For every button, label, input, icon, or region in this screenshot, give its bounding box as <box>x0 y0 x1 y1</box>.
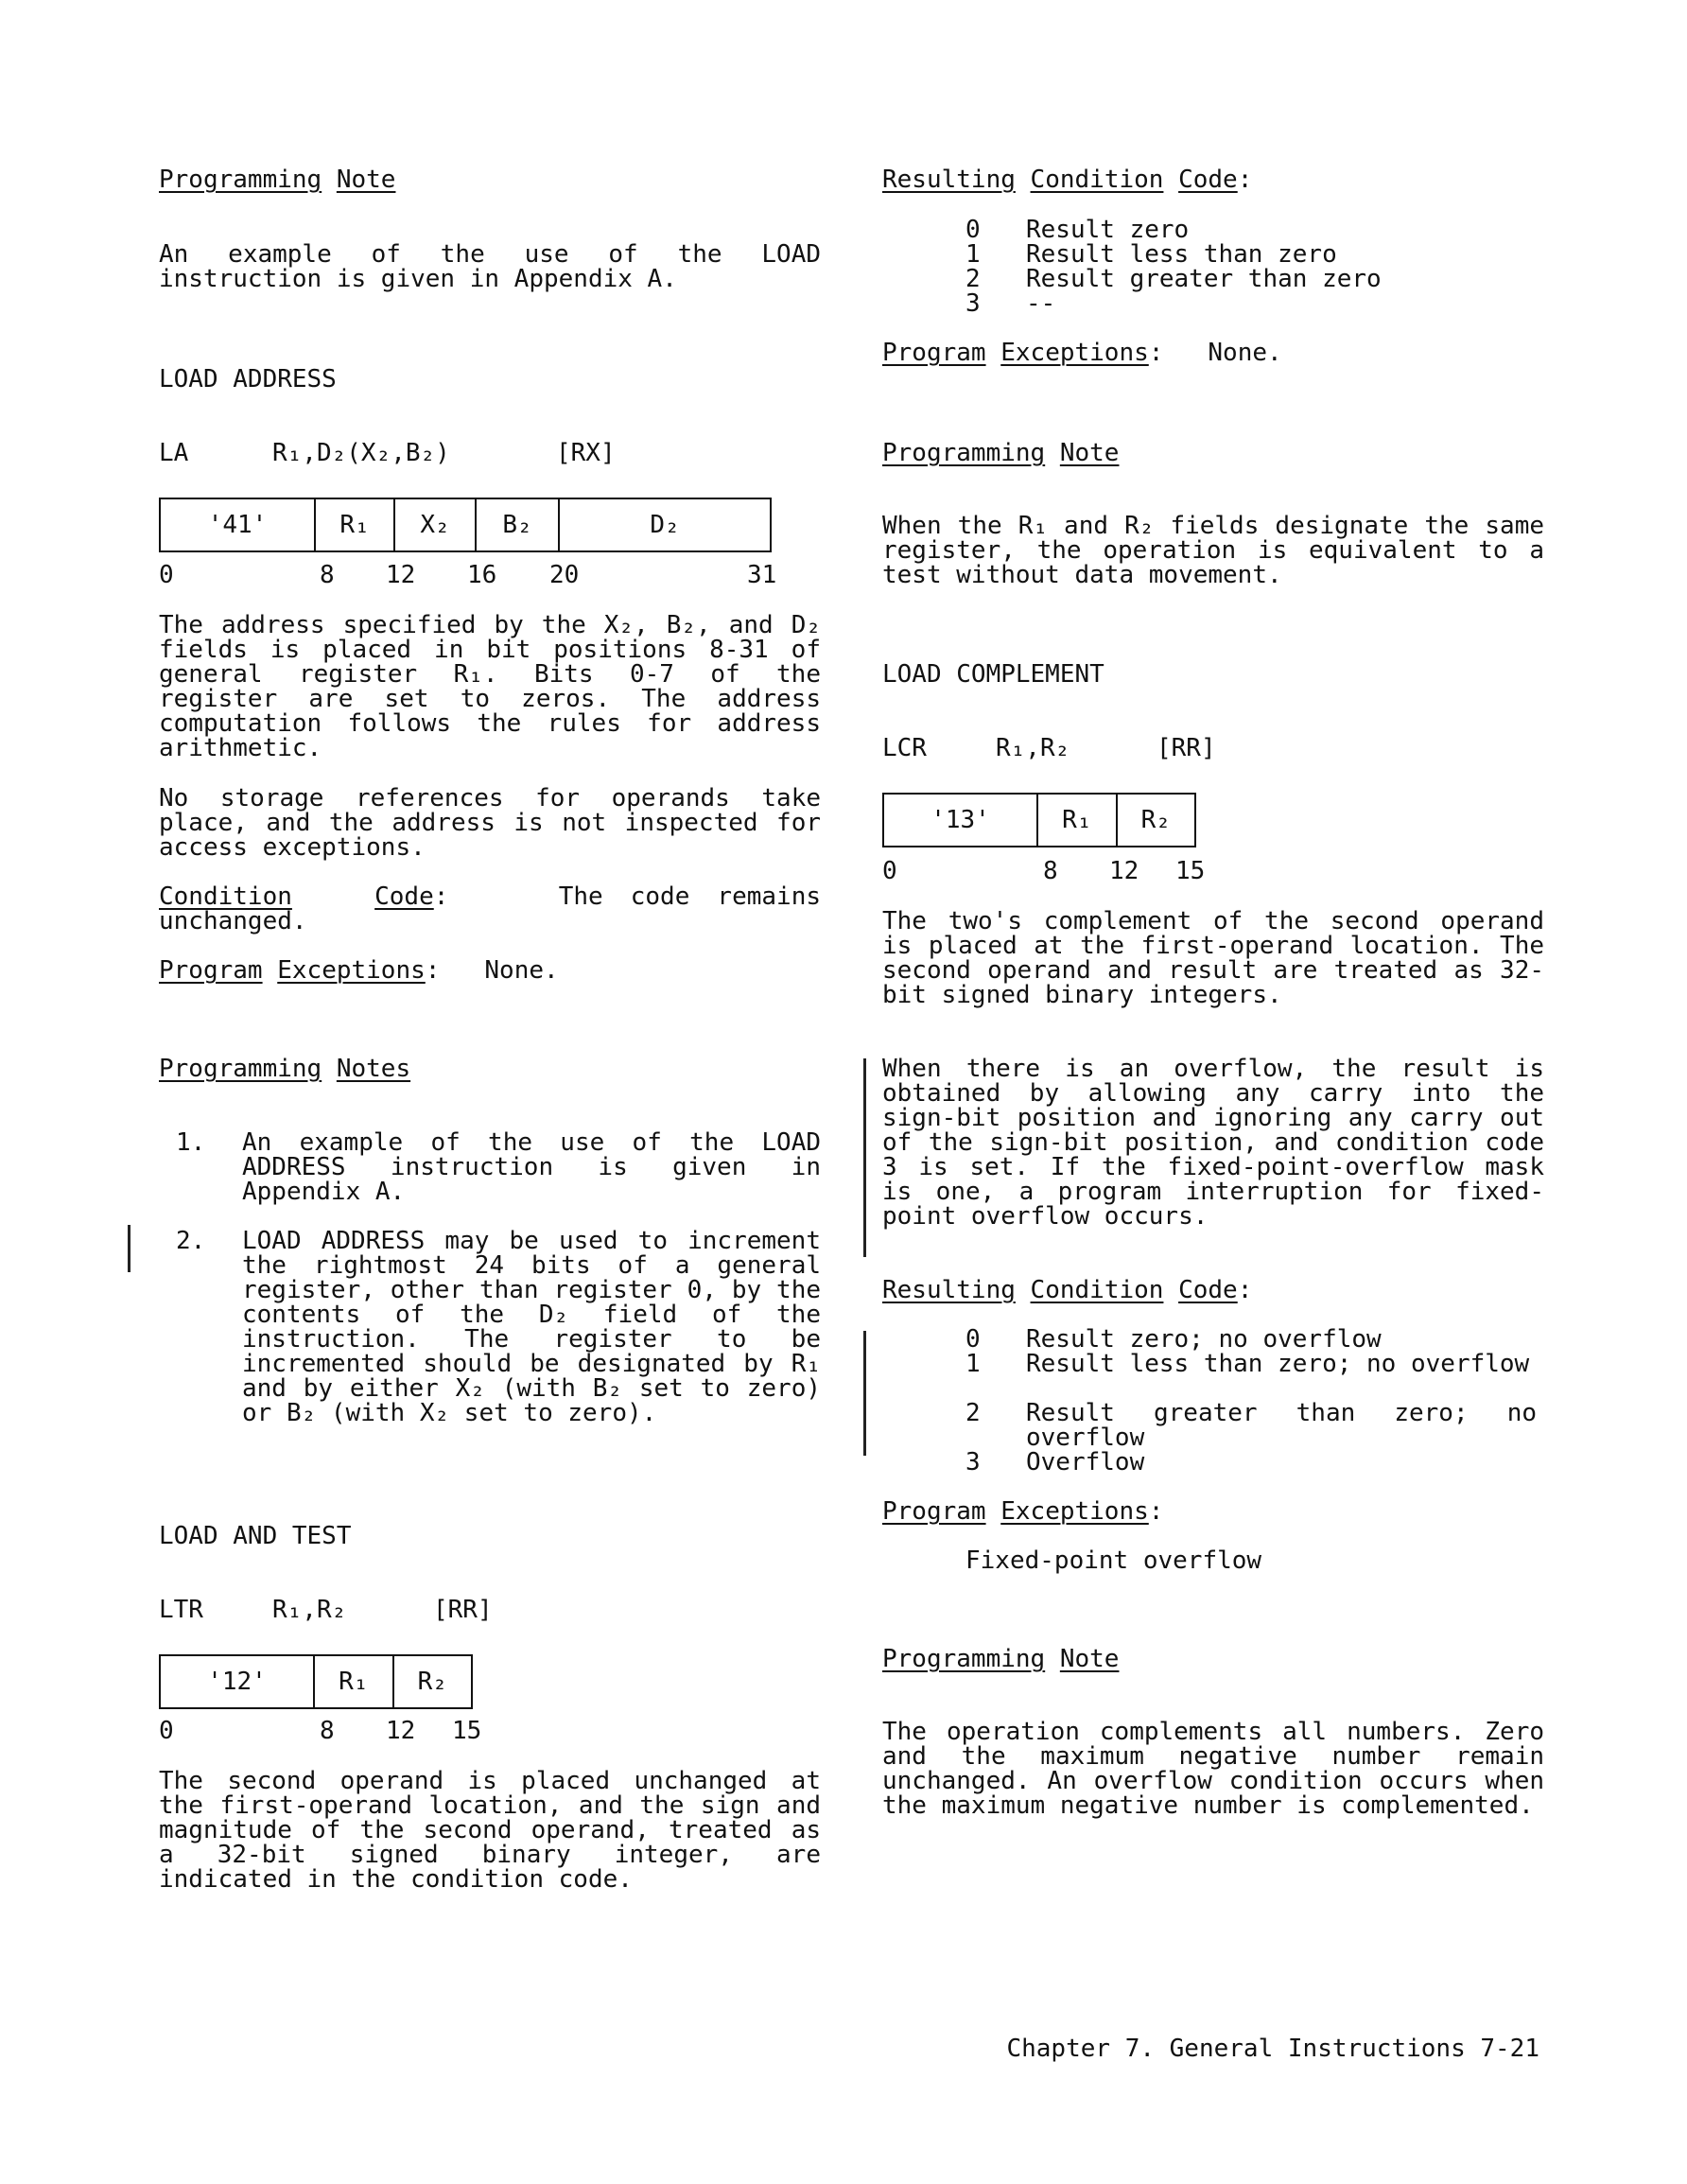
lcr-field-r1: R₁ <box>1036 795 1116 846</box>
bit-label: 0 <box>882 857 897 885</box>
lcr-format: [RR] <box>1157 734 1216 762</box>
ltr-field-r2: R₂ <box>392 1656 472 1707</box>
lcr-description: The two's complement of the second operand is placed at the first-operand location. The second operand and result are treated as 32-bit signed binary integers. <box>882 907 1544 1009</box>
ltr-format: [RR] <box>433 1596 493 1624</box>
lcr-overflow-description: When there is an overflow, the result is obtained by allowing any carry into the sign-bit position and ignoring any carry out of the sign-bit position, and condition code 3 is set. If the fixed-point-overflow mask is one, a program interruption for fixed-point overflow occurs. <box>882 1055 1544 1231</box>
lcr-field-r2: R₂ <box>1116 795 1195 846</box>
programming-note-text: The operation complements all numbers. Zero and the maximum negative number remain unchanged. An overflow condition occurs when the maximum negative number is complemented. <box>882 1718 1544 1820</box>
la-field-b2: B₂ <box>475 499 558 550</box>
programming-note-heading: Programming Note <box>882 1645 1120 1673</box>
bit-label: 16 <box>467 561 497 589</box>
la-mnemonic: LA <box>159 439 189 467</box>
change-bar <box>863 1058 866 1257</box>
ltr-field-r1: R₁ <box>313 1656 392 1707</box>
ltr-bit-positions <box>159 1719 537 1743</box>
ltr-description: The second operand is placed unchanged at the first-operand location, and the sign and magnitude of the second operand, treated as a 32-bit signed binary integer, are indicated in the condition code. <box>159 1767 821 1894</box>
la-field-opcode: '41' <box>207 511 268 539</box>
bit-label: 8 <box>1043 857 1058 885</box>
lcr-bit-positions <box>882 859 1261 883</box>
programming-note-text: An example of the use of the LOAD instruction is given in Appendix A. <box>159 240 821 293</box>
la-description: The address specified by the X₂, B₂, and D₂ fields is placed in bit positions 8-31 of general register R₁. Bits 0-7 of the register are set to zeros. The address computation follows the rules for address arithmetic. <box>159 611 821 762</box>
lcr-operands: R₁,R₂ <box>996 734 1070 762</box>
change-bar <box>863 1331 866 1456</box>
la-field-r1: R₁ <box>314 499 393 550</box>
program-exceptions: Program Exceptions: None. <box>882 339 1282 367</box>
bit-label: 0 <box>159 561 174 589</box>
programming-notes-heading: Programming Notes <box>159 1055 411 1083</box>
bit-label: 8 <box>320 1717 335 1745</box>
ltr-mnemonic: LTR <box>159 1596 203 1624</box>
resulting-condition-code-heading: Resulting Condition Code: <box>882 1276 1253 1304</box>
la-program-exceptions: Program Exceptions: None. <box>159 956 559 985</box>
bit-label: 0 <box>159 1717 174 1745</box>
bit-label: 20 <box>549 561 580 589</box>
bit-label: 31 <box>747 561 777 589</box>
programming-note-text: When the R₁ and R₂ fields designate the same register, the operation is equivalent to a test without data movement. <box>882 512 1544 589</box>
bit-label: 12 <box>386 1717 416 1745</box>
la-operands: R₁,D₂(X₂,B₂) <box>272 439 450 467</box>
page-footer: Chapter 7. General Instructions 7-21 <box>1006 2035 1539 2063</box>
bit-label: 8 <box>320 561 335 589</box>
programming-note-heading: Programming Note <box>159 166 396 194</box>
lcr-mnemonic: LCR <box>882 734 927 762</box>
resulting-condition-code-heading: Resulting Condition Code: <box>882 166 1253 194</box>
lcr-field-opcode: '13' <box>930 806 990 834</box>
lcr-format-diagram <box>882 793 1196 847</box>
bit-label: 15 <box>1175 857 1206 885</box>
program-exception-item: Fixed-point overflow <box>965 1546 1262 1575</box>
ltr-field-opcode: '12' <box>207 1668 267 1696</box>
program-exceptions: Program Exceptions: <box>882 1497 1164 1526</box>
la-format: [RX] <box>556 439 616 467</box>
load-and-test-title: LOAD AND TEST <box>159 1522 352 1550</box>
ltr-operands: R₁,R₂ <box>272 1596 347 1624</box>
bit-label: 12 <box>386 561 416 589</box>
la-storage-note: No storage references for operands take place, and the address is not inspected for access exceptions. <box>159 784 821 862</box>
la-format-diagram <box>159 498 772 552</box>
load-address-title: LOAD ADDRESS <box>159 365 337 393</box>
bit-label: 12 <box>1109 857 1139 885</box>
bit-label: 15 <box>452 1717 482 1745</box>
la-bit-positions <box>159 563 821 587</box>
la-field-d2: D₂ <box>558 499 770 550</box>
la-condition-code: Condition Code: The code remains unchanged. <box>159 882 821 935</box>
load-complement-title: LOAD COMPLEMENT <box>882 660 1104 689</box>
la-field-x2: X₂ <box>393 499 475 550</box>
programming-note-heading: Programming Note <box>882 439 1120 467</box>
ltr-format-diagram <box>159 1654 473 1709</box>
change-bar <box>128 1225 130 1272</box>
